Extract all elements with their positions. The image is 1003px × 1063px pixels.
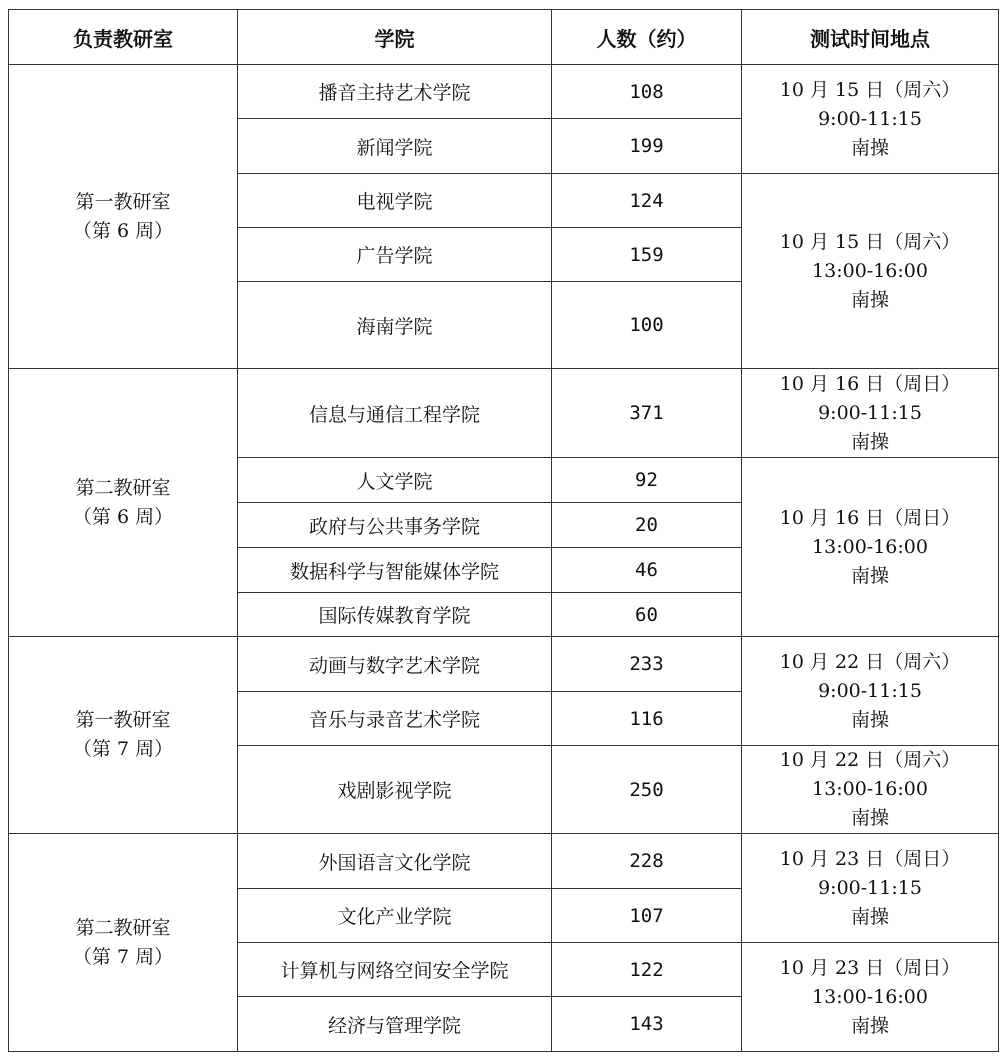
count-cell: 46 — [552, 548, 742, 593]
dept-name: 第二教研室 — [75, 916, 171, 939]
college-cell: 计算机与网络空间安全学院 — [238, 943, 552, 997]
college-cell: 新闻学院 — [238, 119, 552, 174]
dept-week: （第 6 周） — [72, 219, 174, 242]
count-cell: 107 — [552, 889, 742, 943]
count-cell: 92 — [552, 458, 742, 503]
college-cell: 经济与管理学院 — [238, 997, 552, 1052]
count-cell: 250 — [552, 746, 742, 834]
count-cell: 124 — [552, 174, 742, 228]
header-college: 学院 — [238, 10, 552, 65]
dept-week: （第 7 周） — [72, 738, 174, 760]
time-cell — [742, 65, 999, 174]
time-date: 10 月 23 日（周日） — [779, 956, 961, 979]
time-hours: 13:00-16:00 — [812, 985, 928, 1008]
header-count: 人数（约） — [552, 10, 742, 65]
dept-week: （第 7 周） — [72, 945, 174, 968]
time-place: 南操 — [850, 807, 889, 829]
dept-cell — [9, 369, 238, 637]
count-cell: 371 — [552, 369, 742, 458]
dept-name: 第一教研室 — [75, 190, 171, 213]
college-cell: 播音主持艺术学院 — [238, 65, 552, 119]
time-date: 10 月 16 日（周日） — [779, 506, 961, 529]
time-date: 10 月 16 日（周日） — [779, 372, 961, 395]
college-cell: 政府与公共事务学院 — [238, 503, 552, 548]
time-cell — [742, 943, 999, 1052]
college-cell: 文化产业学院 — [238, 889, 552, 943]
college-cell: 人文学院 — [238, 458, 552, 503]
schedule-table — [8, 9, 999, 1052]
table-row — [9, 637, 999, 692]
dept-week: （第 6 周） — [72, 505, 174, 528]
time-place: 南操 — [850, 708, 889, 731]
table-row — [9, 834, 999, 889]
time-hours: 13:00-16:00 — [812, 259, 928, 282]
dept-name: 第一教研室 — [75, 709, 171, 731]
header-time: 测试时间地点 — [742, 10, 999, 65]
count-cell: 100 — [552, 282, 742, 369]
time-cell — [742, 369, 999, 458]
count-cell: 143 — [552, 997, 742, 1052]
time-date: 10 月 23 日（周日） — [779, 847, 961, 870]
time-place: 南操 — [850, 136, 889, 159]
college-cell: 电视学院 — [238, 174, 552, 228]
college-cell: 戏剧影视学院 — [238, 746, 552, 834]
dept-name: 第二教研室 — [75, 476, 171, 499]
college-cell: 海南学院 — [238, 282, 552, 369]
time-place: 南操 — [850, 905, 889, 928]
time-place: 南操 — [850, 288, 889, 311]
time-hours: 13:00-16:00 — [812, 778, 928, 800]
time-hours: 9:00-11:15 — [818, 107, 922, 130]
time-date: 10 月 15 日（周六） — [779, 230, 961, 253]
dept-cell — [9, 65, 238, 369]
college-cell: 动画与数字艺术学院 — [238, 637, 552, 692]
count-cell: 122 — [552, 943, 742, 997]
count-cell: 233 — [552, 637, 742, 692]
college-cell: 音乐与录音艺术学院 — [238, 692, 552, 746]
count-cell: 228 — [552, 834, 742, 889]
dept-cell — [9, 834, 238, 1052]
count-cell: 20 — [552, 503, 742, 548]
time-cell — [742, 746, 999, 834]
college-cell: 数据科学与智能媒体学院 — [238, 548, 552, 593]
time-place: 南操 — [850, 564, 889, 587]
header-row — [9, 10, 999, 65]
time-cell — [742, 458, 999, 637]
college-cell: 外国语言文化学院 — [238, 834, 552, 889]
time-place: 南操 — [850, 430, 889, 453]
college-cell: 信息与通信工程学院 — [238, 369, 552, 458]
time-cell — [742, 834, 999, 943]
table-row — [9, 369, 999, 458]
table-row — [9, 65, 999, 119]
count-cell: 159 — [552, 228, 742, 282]
time-hours: 9:00-11:15 — [818, 679, 922, 702]
count-cell: 116 — [552, 692, 742, 746]
count-cell: 108 — [552, 65, 742, 119]
time-date: 10 月 22 日（周六） — [779, 650, 961, 673]
count-cell: 60 — [552, 593, 742, 637]
header-dept: 负责教研室 — [9, 10, 238, 65]
time-date: 10 月 15 日（周六） — [779, 78, 961, 101]
dept-cell — [9, 637, 238, 834]
time-date: 10 月 22 日（周六） — [779, 749, 961, 771]
time-hours: 9:00-11:15 — [818, 401, 922, 424]
college-cell: 国际传媒教育学院 — [238, 593, 552, 637]
time-hours: 13:00-16:00 — [812, 535, 928, 558]
time-cell — [742, 174, 999, 369]
time-place: 南操 — [850, 1014, 889, 1037]
time-hours: 9:00-11:15 — [818, 876, 922, 899]
count-cell: 199 — [552, 119, 742, 174]
time-cell — [742, 637, 999, 746]
college-cell: 广告学院 — [238, 228, 552, 282]
